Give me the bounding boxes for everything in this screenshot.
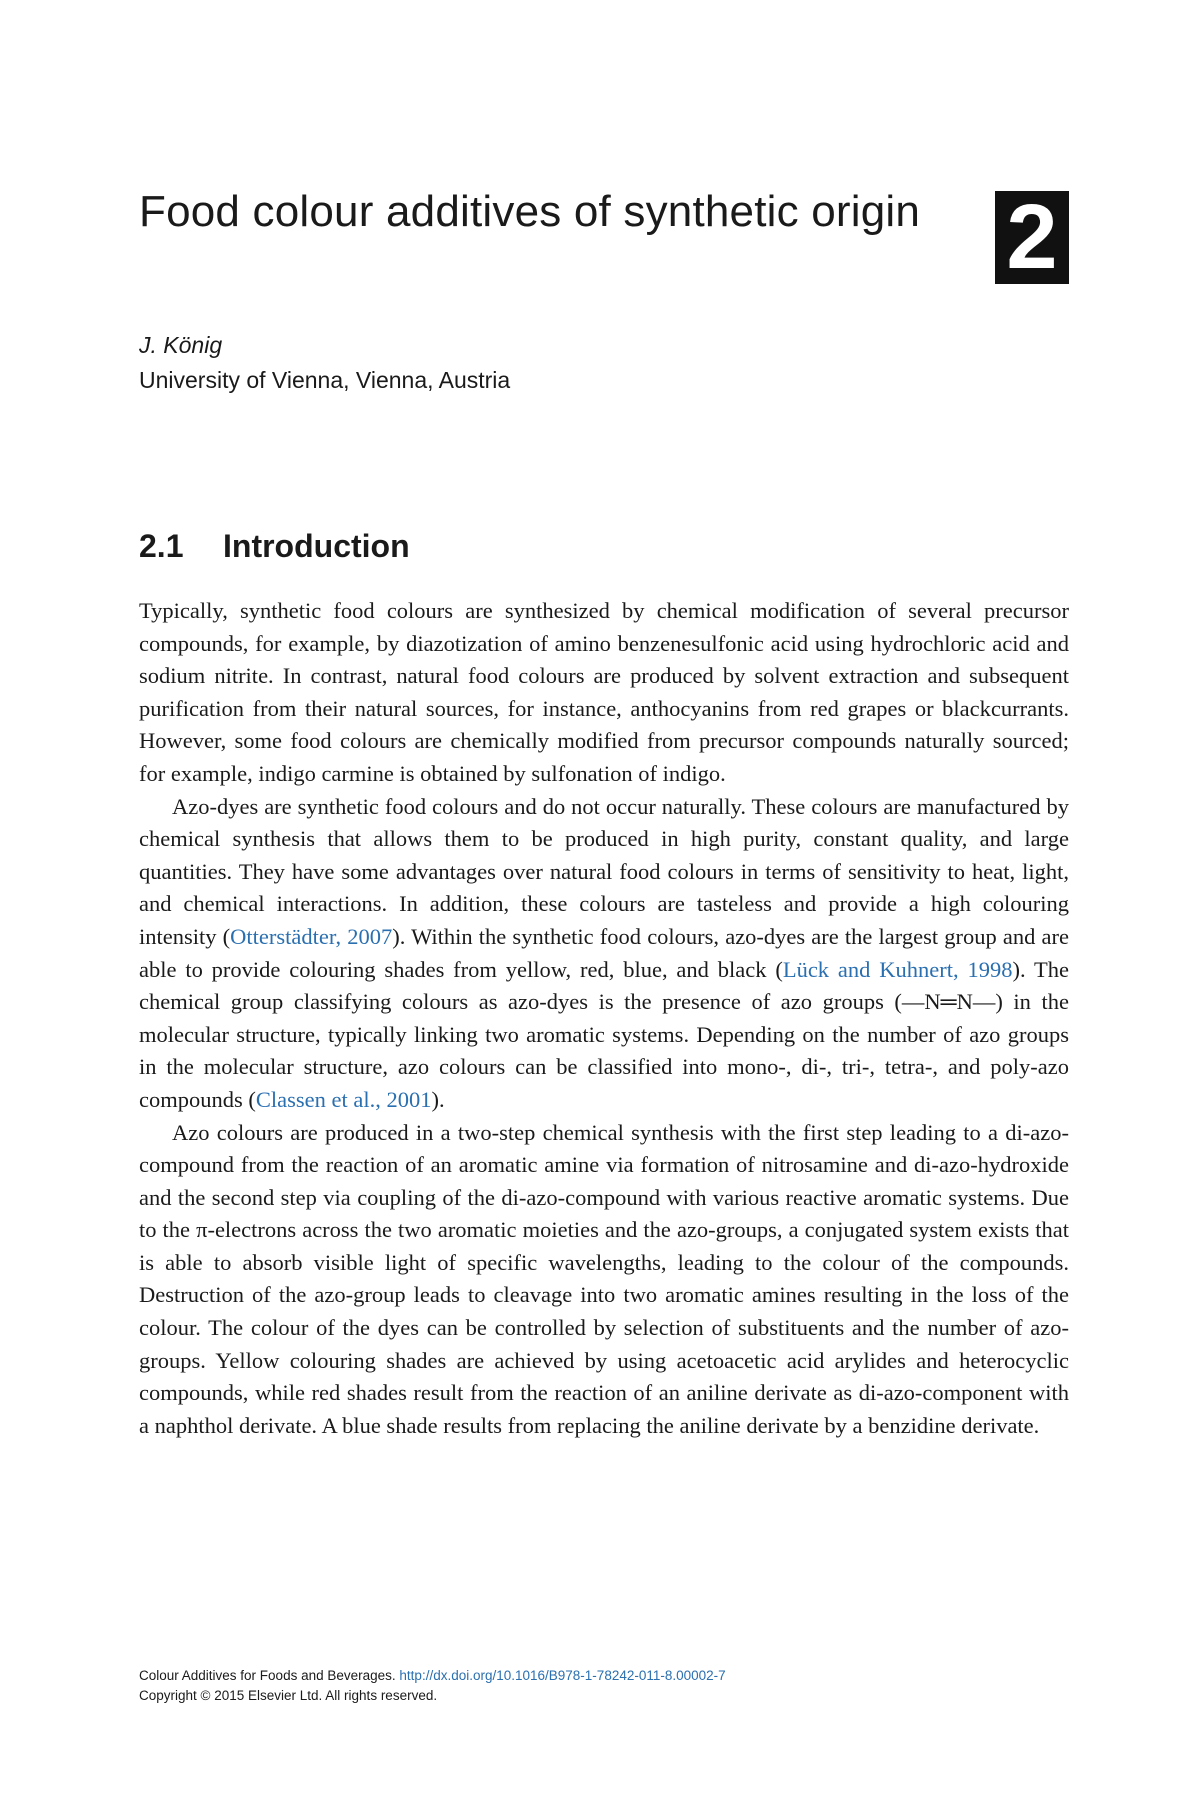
paragraph-2	[139, 791, 1069, 1117]
page-footer	[139, 1666, 1069, 1706]
section-title: Introduction	[223, 528, 410, 564]
paragraph-text: ). The chemical group classifying colours as azo-dyes is the presence of azo groups (—N═N—) in the molecular structure, typically linking two aromatic systems. Depending on the number of azo groups in the molecular structure, azo colours can be classified into mono-, di-, tri-, tetra-, and poly-azo compounds (	[139, 956, 1069, 1112]
paragraph-text: Typically, synthetic food colours are synthesized by chemical modification of several precursor compounds, for example, by diazotization of amino benzenesulfonic acid using hydrochloric acid and sodium nitrite. In contrast, natural food colours are produced by solvent extraction and subsequent purification from their natural sources, for instance, anthocyanins from red grapes or blackcurrants. However, some food colours are chemically modified from precursor compounds naturally sourced; for example, indigo carmine is obtained by sulfonation of indigo.	[139, 598, 1069, 786]
footer-copyright: Copyright © 2015 Elsevier Ltd. All rights reserved.	[139, 1688, 438, 1703]
author-name: J. König	[139, 332, 223, 358]
citation-link[interactable]: Otterstädter, 2007	[230, 923, 393, 949]
citation-link[interactable]: Classen et al., 2001	[255, 1086, 432, 1112]
section-heading	[139, 526, 410, 566]
chapter-number-box: 2	[995, 191, 1069, 284]
chapter-title: Food colour additives of synthetic origin	[139, 187, 921, 236]
paragraph-text: ). Within the synthetic food colours, azo-dyes are the largest group and are able to provide colouring shades from yellow, red, blue, and black (	[139, 923, 1069, 982]
body-text	[139, 595, 1069, 1442]
paragraph-3	[139, 1117, 1069, 1443]
author-affiliation: University of Vienna, Vienna, Austria	[139, 367, 511, 393]
doi-link[interactable]: http://dx.doi.org/10.1016/B978-1-78242-011-8.00002-7	[399, 1668, 726, 1683]
paragraph-text: ).	[431, 1086, 445, 1112]
paragraph-text: Azo colours are produced in a two-step chemical synthesis with the first step leading to a di-azo-compound from the reaction of an aromatic amine via formation of nitrosamine and di-azo-hydroxide and the second step via coupling of the di-azo-compound with various reactive aromatic systems. Due to the π-electrons across the two aromatic moieties and the azo-groups, a conjugated system exists that is able to absorb visible light of specific wavelengths, leading to the colour of the compounds. Destruction of the azo-group leads to cleavage into two aromatic amines resulting in the loss of the colour. The colour of the dyes can be controlled by selection of substituents and the number of azo-groups. Yellow colouring shades are achieved by using acetoacetic acid arylides and heterocyclic compounds, while red shades result from the reaction of an aniline derivate as di-azo-component with a naphthol derivate. A blue shade results from replacing the aniline derivate by a benzidine derivate.	[139, 1119, 1069, 1438]
paragraph-text: Azo-dyes are synthetic food colours and do not occur naturally. These colours are manufactured by chemical synthesis that allows them to be produced in high purity, constant quality, and large quantities. They have some advantages over natural food colours in terms of sensitivity to heat, light, and chemical interactions. In addition, these colours are tasteless and provide a high colouring intensity (	[139, 793, 1069, 949]
footer-source: Colour Additives for Foods and Beverages.	[139, 1668, 396, 1683]
section-number: 2.1	[139, 528, 184, 564]
paragraph-1	[139, 595, 1069, 791]
citation-link[interactable]: Lück and Kuhnert, 1998	[782, 956, 1013, 982]
footer-source-line	[139, 1666, 1069, 1686]
